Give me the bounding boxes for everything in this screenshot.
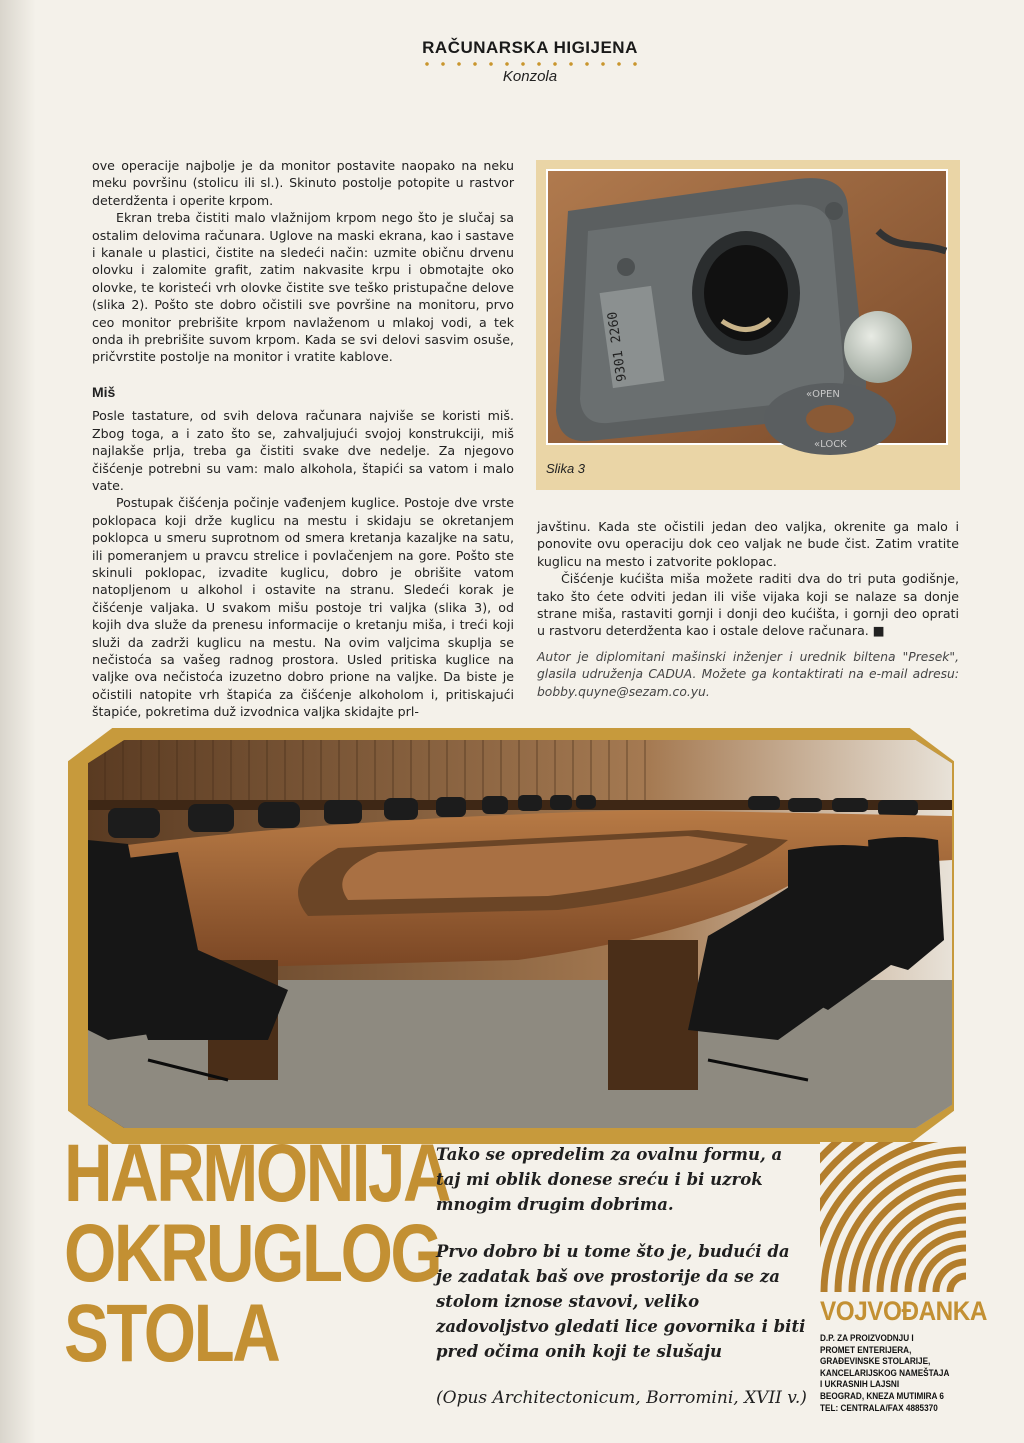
brand-info-line: BEOGRAD, KNEZA MUTIMIRA 6	[820, 1390, 944, 1401]
page-gutter-shadow	[0, 0, 36, 1443]
brand-contact-info	[820, 1333, 960, 1414]
ad-quote-reference: (Opus Architectonicum, Borromini, XVII v.)	[436, 1388, 807, 1408]
brand-info-line: KANCELARIJSKOG NAMEŠTAJA	[820, 1367, 950, 1378]
brand-name: VOJVOĐANKA	[820, 1296, 987, 1326]
article-paragraph: Postupak čišćenja počinje vađenjem kuglice. Postoje dve vrste poklopaca koji drže kuglicu na mestu i skidaju se okretanjem poklopca u smeru suprotnom od smera kretanja kazaljke na satu, ili pomeranjem u pravcu strelice i povlačenjem na gore. Pošto ste skinuli poklopac, izvadite kuglicu, dobro je obrišite vatom natopljenom u alkohol i ostavite na stranu. Sledeći korak je čišćenje valjaka. U svakom mišu postoje tri valjka (slika 3), od kojih dva služe da prenesu informacije o kretanju miša, i treći koji služi da zadrži kuglicu na mestu. Na ovim valjcima skuplja se nečistoća sa vašeg radnog prostora. Usled pritiska kuglice na valjke ova nečistoća izuzetno dobro prione na valjke. Da biste je očistili natopite vrh štapića za čišćenje alkoholom i, pritiskajući štapiće, pokretima duž izvodnica valjka skidajte prl-	[92, 495, 514, 720]
brand-info-line: D.P. ZA PROIZVODNJU I	[820, 1333, 914, 1343]
section-subtitle: Konzola	[502, 68, 558, 85]
article-left-column	[92, 157, 514, 721]
article-subheading: Miš	[92, 383, 116, 400]
article-paragraph: ove operacije najbolje je da monitor postavite naopako na neku meku površinu (stolicu ili sl.). Skinuto postolje potopite u rastvor deterdženta i operite krpom.	[92, 158, 514, 208]
author-note: Autor je diplomitani mašinski inženjer i urednik biltena "Presek", glasila udruženja CADUA. Možete ga kontaktirati na e-mail adresu: bobby.quyne@sezam.co.yu.	[537, 649, 959, 699]
lock-ring-lock-label: «LOCK	[814, 439, 847, 450]
dotted-rule	[419, 61, 641, 67]
wood-grain-logo-icon	[820, 1142, 966, 1292]
brand-info-line: PROMET ENTERIJERA,	[820, 1344, 912, 1355]
figure-slika-3	[536, 160, 960, 490]
ad-headline-line: HARMONIJA	[64, 1128, 450, 1219]
brand-info-line: TEL: CENTRALA/FAX 4885370	[820, 1402, 938, 1413]
ad-headline-line: STOLA	[64, 1288, 279, 1379]
ad-quote-paragraph: Prvo dobro bi u tome što je, budući da je zadatak baš ove prostorije da se za stolom iznose stavovi, veliko zadovoljstvo gledati lice govornika i biti pred očima onih koji te slušaju	[436, 1242, 806, 1361]
section-title: RAČUNARSKA HIGIJENA	[422, 38, 638, 57]
article-paragraph: Posle tastature, od svih delova računara najviše se koristi miš. Zbog toga, a i zato što se, zahvaljujući svojoj konstrukciji, miš najlakše prlja, treba ga čistiti svake dve nedelje. Za njegovo čišćenje potrebni su vam: malo alkohola, štapići sa vatom i malo vate.	[92, 408, 514, 493]
mouse-serial-text: 9301 2260	[605, 310, 630, 383]
ad-quote-text: Tako se opredelim za	[436, 1145, 637, 1164]
ad-quote-emphasis: ovalnu formu	[636, 1145, 760, 1164]
ad-quote-paragraph	[436, 1142, 810, 1217]
lock-ring-open-label: «OPEN	[806, 389, 840, 400]
figure-caption: Slika 3	[546, 461, 586, 476]
brand-info-line: I UKRASNIH LAJSNI	[820, 1379, 900, 1390]
ad-quote-text: , a taj mi oblik donese sreću i bi uzrok mnogim drugim dobrima.	[436, 1145, 783, 1214]
article-paragraph: Čišćenje kućišta miša možete raditi dva do tri puta godišnje, tako što ćete odviti jedan ili više vijaka koji se nalaze sa donje strane miša, rastaviti gornji i donji deo kućišta, i gornji deo oprati u rastvoru deterdženta kao i ostale delove računara. ■	[537, 571, 959, 639]
article-right-column	[537, 518, 959, 701]
ad-quote	[436, 1142, 810, 1433]
brand-logo-block	[820, 1142, 987, 1414]
brand-info-line: GRAĐEVINSKE STOLARIJE,	[820, 1356, 931, 1367]
page-header	[300, 38, 760, 85]
ad-headline	[64, 1128, 450, 1379]
ad-headline-line: OKRUGLOG	[64, 1208, 441, 1299]
article-paragraph: javštinu. Kada ste očistili jedan deo valjka, okrenite ga malo i ponovite ovu operaciju dok ceo valjak ne bude čist. Zatim vratite kuglicu na mesto i zatvorite poklopac.	[537, 519, 959, 569]
mouse-photo	[546, 169, 948, 450]
conference-room-photo	[88, 740, 952, 1128]
article-paragraph: Ekran treba čistiti malo vlažnijom krpom nego što je slučaj sa ostalim delovima računara. Uglove na maski ekrana, kao i sastave i kanale u plastici, čistite na sledeći način: uzmite običnu drvenu olovku i zalomite grafit, zatim nakvasite krpu i obmotajte oko olovke, te koristeći vrh olovke čistite sve teško pristupačne delove (slika 2). Pošto ste dobro očistili sve površine na monitoru, prvo ceo monitor prebrišite krpom navlaženom u mlakoj vodi, a tek onda ih prebrišite suvom krpom. Kada se svi delovi sasvim osuše, pričvrstite postolje na monitor i vratite kablove.	[92, 210, 514, 365]
